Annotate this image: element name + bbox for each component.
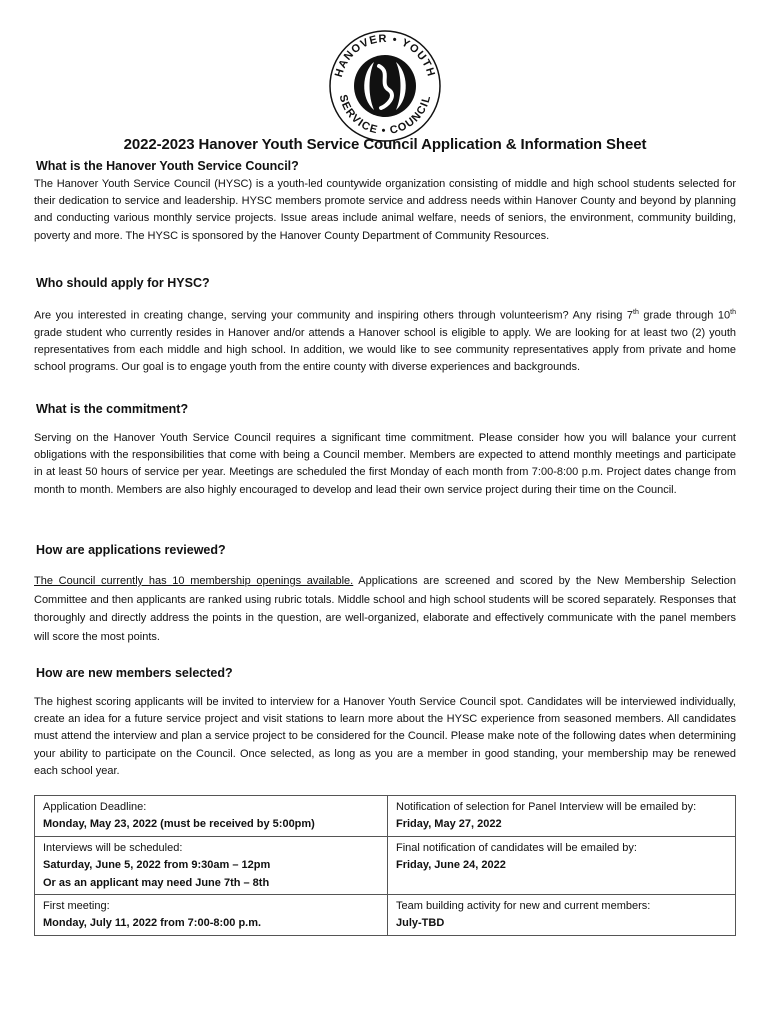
first-meeting-date: Monday, July 11, 2022 from 7:00-8:00 p.m.	[43, 917, 262, 930]
section-heading-who: Who should apply for HYSC?	[36, 276, 210, 290]
section-body-commitment: Serving on the Hanover Youth Service Council requires a significant time commitment. Please consider how you will balance your current obligations with the responsibilities that come with being a Council member. Members are expected to attend monthly meetings and participate in at least 50 hours of service per year. Meetings are scheduled the first Monday of each month from 7:00-8:00 p.m. Project dates change from month to month. Members are also highly encouraged to develop and lead their own service project during their time on the Council.	[34, 432, 736, 496]
table-row	[35, 836, 736, 894]
section-heading-commitment: What is the commitment?	[36, 402, 189, 416]
team-building-cell	[388, 895, 736, 936]
reviewed-text: Applications are screened and scored by the New Membership Selection Committee and then applicants are ranked using rubric totals. Middle school and high school students will be scored separately. Responses that thoroughly and directly address the points in the question, are well-organized, elaborate and effectively communicate with the panel members will score the most points.	[34, 575, 736, 643]
interviews-cell	[35, 836, 388, 894]
logo-ring-text-top: HANOVER • YOUTH	[332, 32, 438, 79]
final-notification-date: Friday, June 24, 2022	[396, 859, 506, 872]
interviews-date: Saturday, June 5, 2022 from 9:30am – 12pm	[43, 859, 271, 872]
panel-notification-cell	[388, 796, 736, 837]
team-building-date: July-TBD	[396, 917, 445, 930]
section-heading-reviewed: How are applications reviewed?	[36, 543, 226, 557]
section-body-reviewed	[34, 572, 736, 646]
interviews-alt-date: Or as an applicant may need June 7th – 8th	[43, 876, 270, 889]
section-body-who	[34, 304, 736, 376]
logo-ring-text-bottom: SERVICE • COUNCIL	[336, 93, 434, 138]
dates-table	[34, 795, 736, 936]
deadline-label: Application Deadline:	[43, 801, 147, 813]
section-body-what: The Hanover Youth Service Council (HYSC) is a youth-led countywide organization consisting of middle and high school students selected for their dedication to service and leadership. HYSC members promote service and address needs within Hanover County and beyond by planning and conducting various monthly service projects. Issue areas include animal welfare, needs of seniors, the environment, community building, poverty and more. The HYSC is sponsored by the Hanover County Department of Community Resources.	[34, 178, 736, 242]
section-heading-what: What is the Hanover Youth Service Council?	[36, 159, 299, 173]
table-row	[35, 895, 736, 936]
who-sup-2: th	[730, 309, 736, 316]
hysc-logo-graphic	[327, 28, 443, 144]
panel-notification-date: Friday, May 27, 2022	[396, 818, 502, 831]
interviews-label: Interviews will be scheduled:	[43, 841, 183, 854]
hysc-logo	[327, 28, 443, 144]
first-meeting-cell	[35, 895, 388, 936]
deadline-date: Monday, May 23, 2022 (must be received by 5:00pm)	[43, 818, 315, 831]
page-title: 2022-2023 Hanover Youth Service Council Application & Information Sheet	[123, 136, 647, 153]
who-sup-1: th	[633, 309, 639, 316]
openings-notice: The Council currently has 10 membership openings available.	[34, 575, 354, 587]
table-row	[35, 796, 736, 837]
final-notification-cell	[388, 836, 736, 894]
section-heading-selected: How are new members selected?	[36, 666, 233, 680]
deadline-cell	[35, 796, 388, 837]
first-meeting-label: First meeting:	[43, 900, 110, 913]
panel-notification-label: Notification of selection for Panel Interview will be emailed by:	[396, 801, 697, 813]
team-building-label: Team building activity for new and current members:	[396, 900, 651, 913]
who-text-c: grade student who currently resides in Hanover and/or attends a Hanover school is eligible to apply. We are looking for at least two (2) youth representatives from each middle and high school. In addition, we would like to see community representatives apply from private and home school programs. Our goal is to engage youth from the entire county with diverse experiences and backgrounds.	[34, 326, 736, 374]
who-text-b: grade through 10	[638, 309, 731, 322]
final-notification-label: Final notification of candidates will be emailed by:	[396, 841, 637, 854]
who-text-a: Are you interested in creating change, serving your community and inspiring others through volunteerism? Any rising 7	[34, 309, 634, 322]
section-body-selected: The highest scoring applicants will be invited to interview for a Hanover Youth Service Council spot. Candidates will be interviewed individually, create an idea for a future service project and visit stations to learn more about the HYSC experience from seasoned members. All candidates must attend the interview and plan a service project to be considered for the Council. Please make note of the following dates when determining your ability to participate on the Council. Once selected, as long as you are a member in good standing, your membership may be renewed each school year.	[34, 696, 736, 777]
